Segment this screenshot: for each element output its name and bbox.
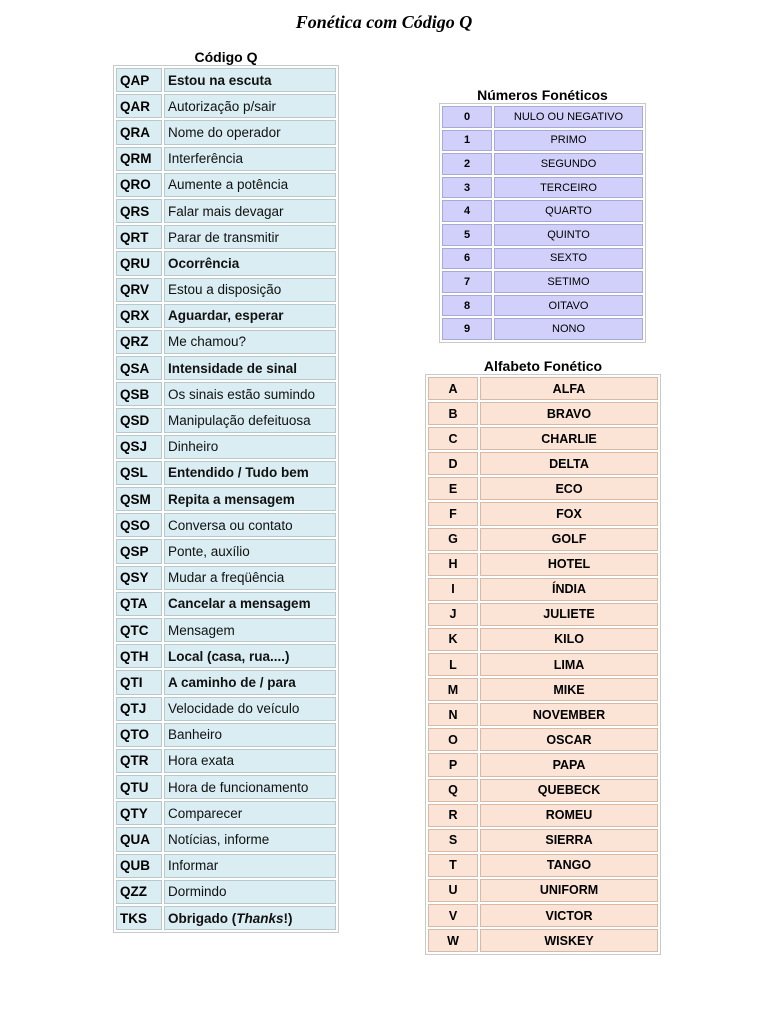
- number-word: SETIMO: [494, 271, 643, 293]
- q-code: QTI: [116, 670, 162, 694]
- table-row: [116, 670, 336, 694]
- q-meaning: Interferência: [164, 147, 336, 171]
- alphabet-word: BRAVO: [480, 402, 658, 425]
- table-row: [116, 697, 336, 721]
- q-code: QAR: [116, 94, 162, 118]
- alphabet-letter: U: [428, 879, 478, 902]
- alphabet-letter: W: [428, 929, 478, 952]
- q-meaning: A caminho de / para: [164, 670, 336, 694]
- alphabet-letter: H: [428, 553, 478, 576]
- q-code: QAP: [116, 68, 162, 92]
- alphabet-letter: D: [428, 452, 478, 475]
- number-digit: 8: [442, 295, 492, 317]
- alphabet-word: QUEBECK: [480, 779, 658, 802]
- table-row: [428, 452, 658, 475]
- q-meaning: Estou a disposição: [164, 278, 336, 302]
- q-code: QTA: [116, 592, 162, 616]
- page-title: Fonética com Código Q: [295, 12, 473, 32]
- q-code: QTH: [116, 644, 162, 668]
- q-code: QSB: [116, 382, 162, 406]
- q-code: QTC: [116, 618, 162, 642]
- table-row: [116, 644, 336, 668]
- alphabet-word: VICTOR: [480, 904, 658, 927]
- alphabet-word: PAPA: [480, 753, 658, 776]
- number-word: QUARTO: [494, 200, 643, 222]
- q-meaning: Estou na escuta: [164, 68, 336, 92]
- alphabet-word: MIKE: [480, 678, 658, 701]
- table-row: [428, 879, 658, 902]
- table-row: [116, 199, 336, 223]
- table-row: [116, 539, 336, 563]
- alphabet-letter: P: [428, 753, 478, 776]
- table-row: [428, 402, 658, 425]
- table-row: [428, 854, 658, 877]
- table-row: [428, 528, 658, 551]
- q-code: QSM: [116, 487, 162, 511]
- table-row: [428, 804, 658, 827]
- table-row: [116, 801, 336, 825]
- q-code: QRT: [116, 225, 162, 249]
- number-word: SEGUNDO: [494, 153, 643, 175]
- number-word: PRIMO: [494, 130, 643, 152]
- number-word: TERCEIRO: [494, 177, 643, 199]
- number-digit: 5: [442, 224, 492, 246]
- alphabet-letter: G: [428, 528, 478, 551]
- table-row: [116, 723, 336, 747]
- table-row: [442, 106, 643, 128]
- number-digit: 3: [442, 177, 492, 199]
- q-code: QTU: [116, 775, 162, 799]
- table-row: [116, 278, 336, 302]
- alphabet-word: CHARLIE: [480, 427, 658, 450]
- q-meaning: Notícias, informe: [164, 827, 336, 851]
- q-meaning: Ocorrência: [164, 251, 336, 275]
- alphabet-letter: M: [428, 678, 478, 701]
- number-digit: 9: [442, 318, 492, 340]
- q-code-table: [113, 65, 339, 933]
- table-row: [116, 435, 336, 459]
- q-code: QRU: [116, 251, 162, 275]
- q-meaning: Banheiro: [164, 723, 336, 747]
- q-code: QTR: [116, 749, 162, 773]
- q-code-title: Código Q: [194, 49, 258, 65]
- alphabet-word: UNIFORM: [480, 879, 658, 902]
- q-meaning: Manipulação defeituosa: [164, 408, 336, 432]
- alphabet-word: ROMEU: [480, 804, 658, 827]
- q-meaning: Parar de transmitir: [164, 225, 336, 249]
- table-row: [116, 408, 336, 432]
- table-row: [428, 779, 658, 802]
- table-row: [116, 147, 336, 171]
- alphabet-letter: C: [428, 427, 478, 450]
- q-meaning: Cancelar a mensagem: [164, 592, 336, 616]
- q-meaning: Hora de funcionamento: [164, 775, 336, 799]
- q-meaning: Obrigado (Thanks!): [164, 906, 336, 930]
- q-code: QSA: [116, 356, 162, 380]
- table-row: [116, 382, 336, 406]
- table-row: [428, 427, 658, 450]
- alphabet-word: ALFA: [480, 377, 658, 400]
- q-code: QTY: [116, 801, 162, 825]
- alphabet-letter: K: [428, 628, 478, 651]
- alphabet-word: ÍNDIA: [480, 578, 658, 601]
- phonetic-alphabet-table: [425, 374, 661, 955]
- q-code: QRA: [116, 120, 162, 144]
- table-row: [442, 153, 643, 175]
- q-meaning: Autorização p/sair: [164, 94, 336, 118]
- q-code: QRX: [116, 304, 162, 328]
- q-code: QSY: [116, 566, 162, 590]
- table-row: [428, 653, 658, 676]
- table-row: [428, 904, 658, 927]
- number-digit: 0: [442, 106, 492, 128]
- q-code: QRM: [116, 147, 162, 171]
- alphabet-letter: I: [428, 578, 478, 601]
- q-code: QSJ: [116, 435, 162, 459]
- q-code: QRZ: [116, 330, 162, 354]
- alphabet-letter: O: [428, 728, 478, 751]
- table-row: [116, 827, 336, 851]
- table-row: [116, 618, 336, 642]
- alphabet-letter: V: [428, 904, 478, 927]
- numbers-title: Números Fonéticos: [477, 87, 608, 103]
- table-row: [116, 225, 336, 249]
- q-meaning: Informar: [164, 854, 336, 878]
- table-row: [428, 477, 658, 500]
- number-word: NULO OU NEGATIVO: [494, 106, 643, 128]
- table-row: [116, 304, 336, 328]
- alphabet-letter: T: [428, 854, 478, 877]
- table-row: [116, 775, 336, 799]
- alphabet-letter: R: [428, 804, 478, 827]
- table-row: [116, 251, 336, 275]
- alphabet-letter: F: [428, 502, 478, 525]
- table-row: [116, 487, 336, 511]
- alphabet-letter: L: [428, 653, 478, 676]
- q-meaning: Local (casa, rua....): [164, 644, 336, 668]
- q-code: QZZ: [116, 880, 162, 904]
- number-digit: 2: [442, 153, 492, 175]
- alphabet-word: HOTEL: [480, 553, 658, 576]
- table-row: [428, 678, 658, 701]
- table-row: [442, 200, 643, 222]
- phonetic-numbers-table: [439, 103, 646, 343]
- table-row: [116, 330, 336, 354]
- table-row: [428, 603, 658, 626]
- q-meaning: Os sinais estão sumindo: [164, 382, 336, 406]
- number-digit: 6: [442, 248, 492, 270]
- alphabet-letter: Q: [428, 779, 478, 802]
- table-row: [116, 513, 336, 537]
- q-code: TKS: [116, 906, 162, 930]
- table-row: [428, 728, 658, 751]
- table-row: [116, 906, 336, 930]
- table-row: [428, 502, 658, 525]
- q-meaning: Comparecer: [164, 801, 336, 825]
- table-row: [428, 553, 658, 576]
- number-word: NONO: [494, 318, 643, 340]
- q-code: QRV: [116, 278, 162, 302]
- q-meaning: Conversa ou contato: [164, 513, 336, 537]
- number-word: QUINTO: [494, 224, 643, 246]
- q-meaning: Aguardar, esperar: [164, 304, 336, 328]
- q-meaning: Falar mais devagar: [164, 199, 336, 223]
- q-meaning: Nome do operador: [164, 120, 336, 144]
- alphabet-word: TANGO: [480, 854, 658, 877]
- q-code: QRO: [116, 173, 162, 197]
- table-row: [428, 753, 658, 776]
- q-meaning: Hora exata: [164, 749, 336, 773]
- alphabet-letter: E: [428, 477, 478, 500]
- table-row: [116, 566, 336, 590]
- table-row: [116, 749, 336, 773]
- table-row: [116, 854, 336, 878]
- q-meaning: Mudar a freqüência: [164, 566, 336, 590]
- alphabet-word: LIMA: [480, 653, 658, 676]
- table-row: [116, 461, 336, 485]
- q-code: QRS: [116, 199, 162, 223]
- q-code: QSD: [116, 408, 162, 432]
- q-meaning: Intensidade de sinal: [164, 356, 336, 380]
- q-meaning: Dormindo: [164, 880, 336, 904]
- q-code: QUA: [116, 827, 162, 851]
- table-row: [442, 130, 643, 152]
- table-row: [428, 929, 658, 952]
- table-row: [116, 592, 336, 616]
- alphabet-word: SIERRA: [480, 829, 658, 852]
- q-code: QSO: [116, 513, 162, 537]
- alphabet-word: DELTA: [480, 452, 658, 475]
- table-row: [442, 177, 643, 199]
- number-digit: 4: [442, 200, 492, 222]
- table-row: [442, 224, 643, 246]
- table-row: [428, 377, 658, 400]
- q-code: QUB: [116, 854, 162, 878]
- alphabet-word: JULIETE: [480, 603, 658, 626]
- q-meaning: Entendido / Tudo bem: [164, 461, 336, 485]
- table-row: [116, 120, 336, 144]
- number-word: OITAVO: [494, 295, 643, 317]
- q-meaning: Dinheiro: [164, 435, 336, 459]
- alphabet-word: GOLF: [480, 528, 658, 551]
- q-meaning: Mensagem: [164, 618, 336, 642]
- number-digit: 7: [442, 271, 492, 293]
- q-meaning: Velocidade do veículo: [164, 697, 336, 721]
- table-row: [428, 578, 658, 601]
- q-code: QSL: [116, 461, 162, 485]
- alphabet-word: KILO: [480, 628, 658, 651]
- table-row: [428, 829, 658, 852]
- q-meaning: Aumente a potência: [164, 173, 336, 197]
- table-row: [442, 271, 643, 293]
- table-row: [428, 628, 658, 651]
- table-row: [116, 356, 336, 380]
- table-row: [116, 880, 336, 904]
- alphabet-letter: J: [428, 603, 478, 626]
- alphabet-word: OSCAR: [480, 728, 658, 751]
- table-row: [442, 318, 643, 340]
- alphabet-word: WISKEY: [480, 929, 658, 952]
- table-row: [116, 68, 336, 92]
- alphabet-letter: B: [428, 402, 478, 425]
- q-code: QTO: [116, 723, 162, 747]
- alphabet-word: FOX: [480, 502, 658, 525]
- q-code: QTJ: [116, 697, 162, 721]
- q-code: QSP: [116, 539, 162, 563]
- table-row: [442, 248, 643, 270]
- q-meaning: Repita a mensagem: [164, 487, 336, 511]
- q-meaning: Ponte, auxílio: [164, 539, 336, 563]
- alphabet-letter: S: [428, 829, 478, 852]
- q-meaning: Me chamou?: [164, 330, 336, 354]
- alphabet-word: NOVEMBER: [480, 703, 658, 726]
- table-row: [442, 295, 643, 317]
- alphabet-letter: A: [428, 377, 478, 400]
- table-row: [116, 173, 336, 197]
- table-row: [428, 703, 658, 726]
- alphabet-title: Alfabeto Fonético: [483, 358, 603, 374]
- alphabet-letter: N: [428, 703, 478, 726]
- alphabet-word: ECO: [480, 477, 658, 500]
- number-digit: 1: [442, 130, 492, 152]
- number-word: SEXTO: [494, 248, 643, 270]
- table-row: [116, 94, 336, 118]
